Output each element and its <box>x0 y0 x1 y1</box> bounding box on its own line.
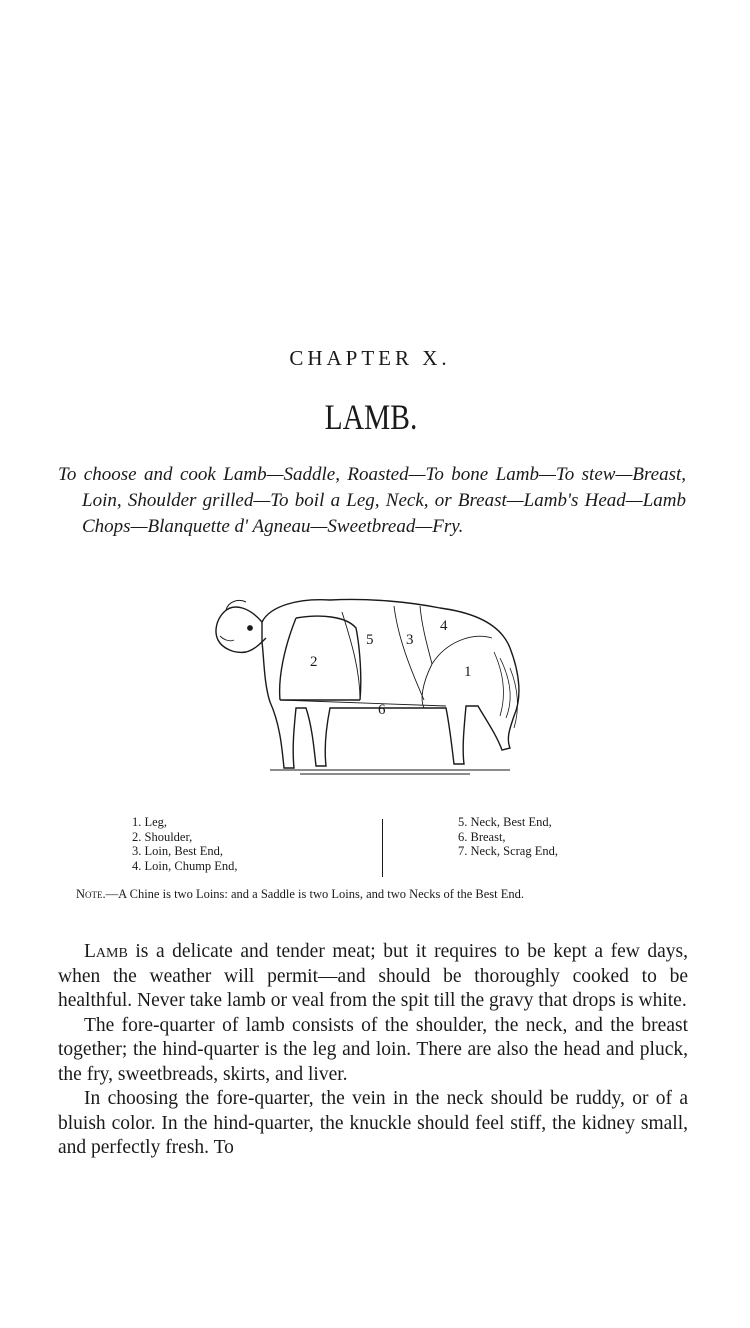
footnote <box>58 887 688 901</box>
legend-item: 6. Breast, <box>458 829 506 844</box>
paragraph: In choosing the fore-quarter, the vein in the neck should be ruddy, or of a bluish color. In the hind-quarter, the knuckle should feel stiff, the kidney small, and perfectly fresh. To <box>58 1088 688 1158</box>
footnote-lead: Note. <box>76 887 106 901</box>
cut-line-loin-chump <box>420 606 432 664</box>
cut-label: 3 <box>406 632 414 648</box>
legend-item: 2. Shoulder, <box>132 829 193 844</box>
lamb-cuts-illustration <box>210 588 540 788</box>
cut-line-breast <box>280 700 446 706</box>
cut-line-shoulder-back <box>296 616 361 700</box>
cut-line-leg-front <box>422 664 432 708</box>
legend-item: 5. Neck, Best End, <box>458 815 552 829</box>
cut-label: 6 <box>378 702 386 718</box>
lamb-diagram <box>210 588 540 788</box>
cut-label: 5 <box>366 632 374 648</box>
paragraph-lead-word: Lamb <box>84 941 128 962</box>
cut-label: 4 <box>440 618 448 634</box>
chapter-summary: To choose and cook Lamb—Saddle, Roasted—To bone Lamb—To stew—Breast, Loin, Shoulder grilled—To boil a Leg, Neck, or Breast—Lamb's Head—Lamb Chops—Blanquette d' Agneau—Sweetbread—Fry. <box>58 464 686 537</box>
legend-item: 4. Loin, Chump End, <box>132 858 238 873</box>
lamb-body-outline <box>262 599 519 768</box>
paragraph-text: is a delicate and tender meat; but it requires to be kept a few days, when the weather will permit—and should be thoroughly cooked to be healthful. Never take lamb or veal from the spit till the gravy that drops is white. <box>58 941 688 1011</box>
cut-line-loin-best <box>394 606 424 700</box>
legend-item: 3. Loin, Best End, <box>132 844 223 858</box>
cut-label: 1 <box>464 664 472 680</box>
cut-line-leg-top <box>432 636 492 664</box>
legend-right-column <box>458 815 558 859</box>
lamb-eye <box>248 626 252 630</box>
cut-line-neck <box>342 612 360 700</box>
cuts-legend <box>132 815 632 877</box>
chapter-number: CHAPTER X. <box>289 346 451 370</box>
lamb-head-outline <box>216 607 266 652</box>
legend-item: 1. Leg, <box>132 815 168 829</box>
legend-item: 7. Neck, Scrag End, <box>458 844 558 858</box>
paragraph: The fore-quarter of lamb consists of the shoulder, the neck, and the breast together; the hind-quarter is the leg and loin. There are also the head and pluck, the fry, sweetbreads, skirts, and liver. <box>58 1014 688 1085</box>
cut-line-shoulder-front <box>280 618 296 700</box>
body-text <box>58 940 688 1161</box>
legend-divider <box>382 819 383 877</box>
cut-label: 2 <box>310 654 318 670</box>
chapter-title: LAMB. <box>324 397 418 437</box>
legend-left-column <box>132 815 238 873</box>
paragraph <box>58 940 688 1014</box>
footnote-text: —A Chine is two Loins: and a Saddle is two Loins, and two Necks of the Best End. <box>105 887 525 901</box>
ground-line <box>270 770 510 774</box>
